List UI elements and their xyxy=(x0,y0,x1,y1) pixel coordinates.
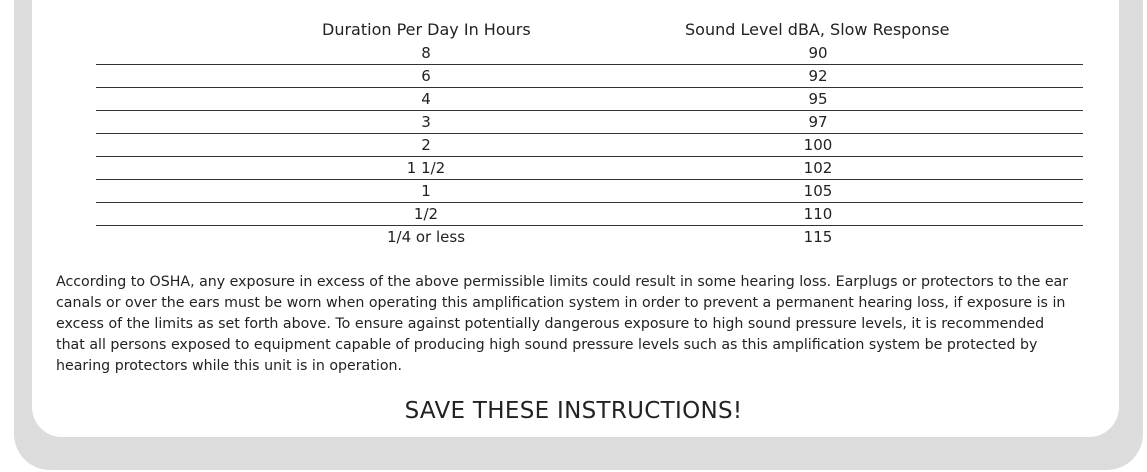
sound-level-cell: 110 xyxy=(803,205,833,223)
duration-cell: 1 1/2 xyxy=(406,159,446,177)
sound-level-cell: 105 xyxy=(803,182,833,200)
sound-level-cell: 92 xyxy=(808,67,828,85)
header-duration: Duration Per Day In Hours xyxy=(322,20,531,39)
table-body xyxy=(96,42,1083,248)
duration-cell: 6 xyxy=(421,67,431,85)
table-row xyxy=(96,65,1083,88)
exposure-table xyxy=(96,20,1083,248)
duration-cell: 1/2 xyxy=(413,205,439,223)
duration-cell: 2 xyxy=(421,136,431,154)
duration-cell: 8 xyxy=(421,44,431,62)
table-row xyxy=(96,88,1083,111)
table-header-row xyxy=(96,20,1083,42)
sound-level-cell: 97 xyxy=(808,113,828,131)
sound-level-cell: 115 xyxy=(803,228,833,246)
sound-level-cell: 100 xyxy=(803,136,833,154)
table-row xyxy=(96,157,1083,180)
table-row xyxy=(96,203,1083,226)
sound-level-cell: 102 xyxy=(803,159,833,177)
duration-cell: 1 xyxy=(421,182,431,200)
duration-cell: 4 xyxy=(421,90,431,108)
header-sound-level: Sound Level dBA, Slow Response xyxy=(685,20,950,39)
duration-cell: 3 xyxy=(421,113,431,131)
duration-cell: 1/4 or less xyxy=(386,228,466,246)
table-row xyxy=(96,42,1083,65)
table-row xyxy=(96,134,1083,157)
sound-level-cell: 90 xyxy=(808,44,828,62)
save-instructions-heading: SAVE THESE INSTRUCTIONS! xyxy=(404,398,743,424)
table-row xyxy=(96,180,1083,203)
sound-level-cell: 95 xyxy=(808,90,828,108)
table-row xyxy=(96,111,1083,134)
osha-notice-paragraph: According to OSHA, any exposure in excess of the above permissible limits could result in some hearing loss. Earplugs or protectors to the ear canals or over the ears must be worn when operating this amplification system in order to prevent a permanent hearing loss, if exposure is in excess of the limits as set forth above. To ensure against potentially dangerous exposure to high sound pressure levels, it is recommended that all persons exposed to equipment capable of producing high sound pressure levels such as this amplification system be protected by hearing protectors while this unit is in operation. xyxy=(56,274,1069,374)
table-row xyxy=(96,226,1083,248)
